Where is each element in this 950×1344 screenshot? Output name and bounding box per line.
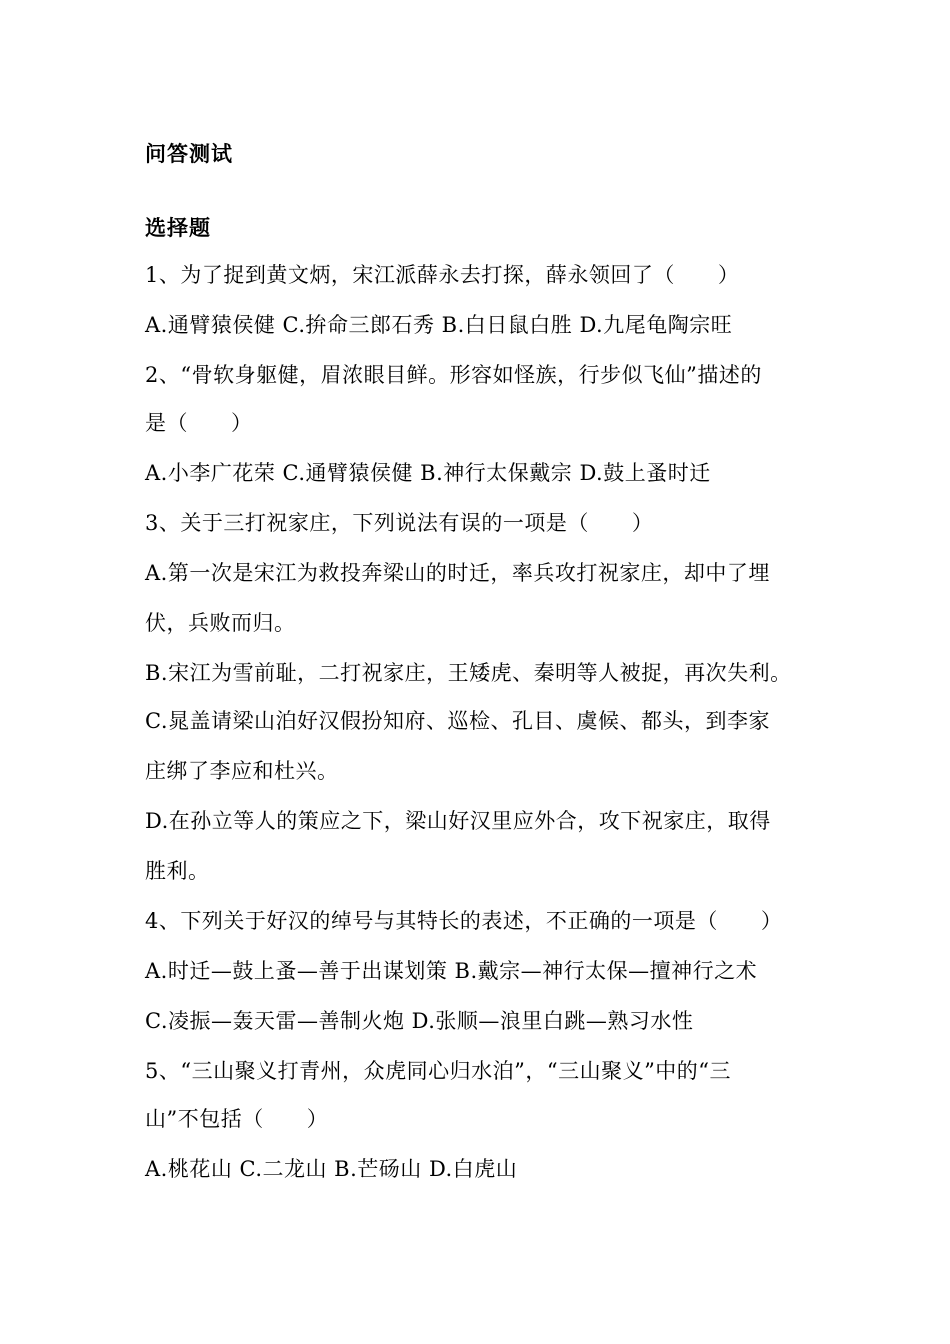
question-5-options: A.桃花山 C.二龙山 B.芒砀山 D.白虎山 (145, 1157, 518, 1181)
question-2-options: A.小李广花荣 C.通臂猿侯健 B.神行太保戴宗 D.鼓上蚤时迁 (145, 461, 711, 485)
document-title: 问答测试 (145, 141, 233, 166)
question-3-option-d: D.在孙立等人的策应之下，梁山好汉里应外合，攻下祝家庄，取得 (145, 809, 771, 833)
question-3-stem: 3、关于三打祝家庄，下列说法有误的一项是（ ） (145, 511, 654, 535)
question-4-options-ab: A.时迁—鼓上蚤—善于出谋划策 B.戴宗—神行太保—擅神行之术 (145, 959, 758, 983)
question-3-option-d-cont: 胜利。 (145, 859, 210, 883)
question-1-options: A.通臂猿侯健 C.拚命三郎石秀 B.白日鼠白胜 D.九尾龟陶宗旺 (145, 313, 733, 337)
question-4-stem: 4、下列关于好汉的绰号与其特长的表述，不正确的一项是（ ） (145, 909, 783, 933)
question-3-option-c: C.晁盖请梁山泊好汉假扮知府、巡检、孔目、虞候、都头，到李家 (145, 709, 770, 733)
question-1-stem: 1、为了捉到黄文炳，宋江派薛永去打探，薛永领回了（ ） (145, 263, 740, 287)
question-3-option-a: A.第一次是宋江为救投奔梁山的时迁，率兵攻打祝家庄，却中了埋 (145, 561, 770, 585)
question-5-stem: 5、“三山聚义打青州，众虎同心归水泊”，“三山聚义”中的“三 (145, 1059, 732, 1083)
question-3-option-c-cont: 庄绑了李应和杜兴。 (145, 759, 339, 783)
question-5-stem-cont: 山”不包括（ ） (145, 1107, 329, 1131)
question-2-stem-cont: 是（ ） (145, 411, 253, 435)
question-4-options-cd: C.凌振—轰天雷—善制火炮 D.张顺—浪里白跳—熟习水性 (145, 1009, 694, 1033)
question-3-option-a-cont: 伏，兵败而归。 (145, 611, 296, 635)
question-2-stem: 2、“骨软身躯健，眉浓眼目鲜。形容如怪族，行步似飞仙”描述的 (145, 363, 762, 387)
question-3-option-b: B.宋江为雪前耻，二打祝家庄，王矮虎、秦明等人被捉，再次失利。 (145, 661, 792, 685)
section-title: 选择题 (145, 215, 211, 240)
